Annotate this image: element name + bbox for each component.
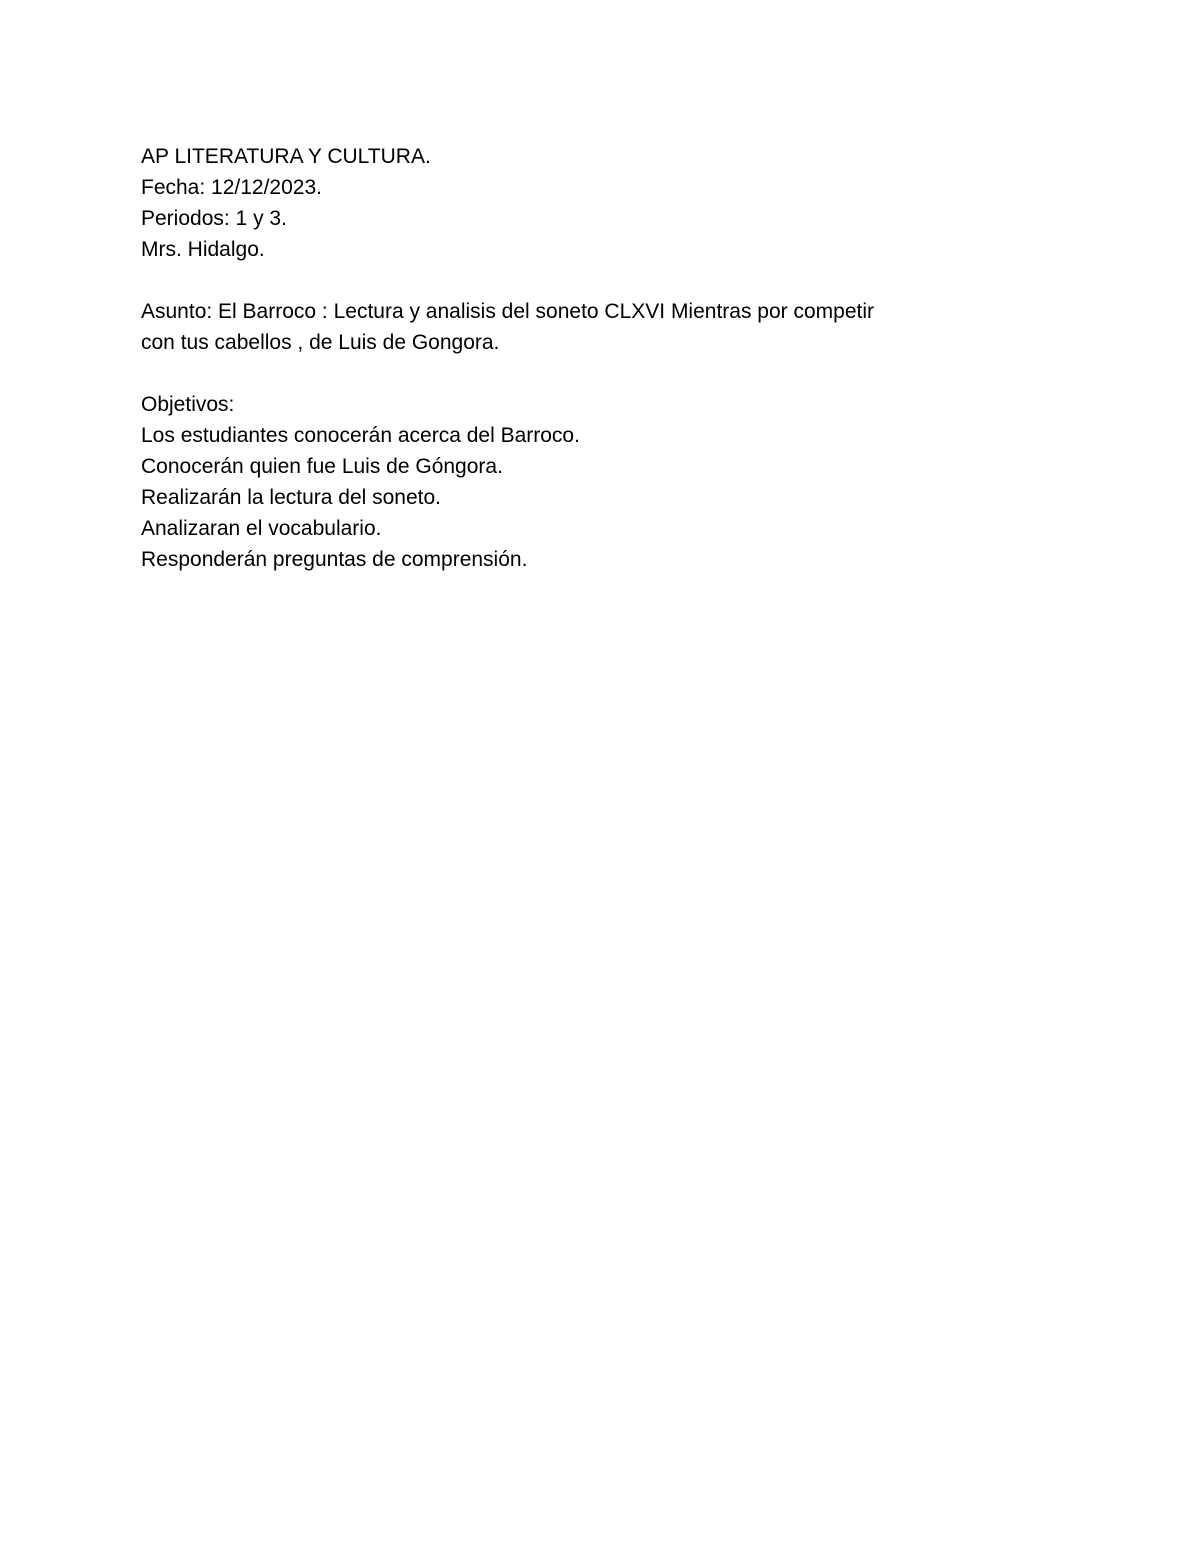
blank-line xyxy=(141,265,1061,296)
course-title: AP LITERATURA Y CULTURA. xyxy=(141,145,431,168)
subject-line-1: Asunto: El Barroco : Lectura y analisis del soneto CLXVI Mientras por competir xyxy=(141,300,875,323)
objective-item: Realizarán la lectura del soneto. xyxy=(141,486,442,509)
blank-line xyxy=(141,358,1061,389)
objectives-heading: Objetivos: xyxy=(141,393,235,416)
objective-item: Los estudiantes conocerán acerca del Barroco. xyxy=(141,424,580,447)
objective-item: Conocerán quien fue Luis de Góngora. xyxy=(141,455,503,478)
subject-line-2: con tus cabellos , de Luis de Gongora. xyxy=(141,331,500,354)
document-body xyxy=(141,141,1061,575)
date-line: Fecha: 12/12/2023. xyxy=(141,176,322,199)
objective-item: Responderán preguntas de comprensión. xyxy=(141,548,528,571)
teacher-line: Mrs. Hidalgo. xyxy=(141,238,265,261)
objective-item: Analizaran el vocabulario. xyxy=(141,517,382,540)
periods-line: Periodos: 1 y 3. xyxy=(141,207,287,230)
